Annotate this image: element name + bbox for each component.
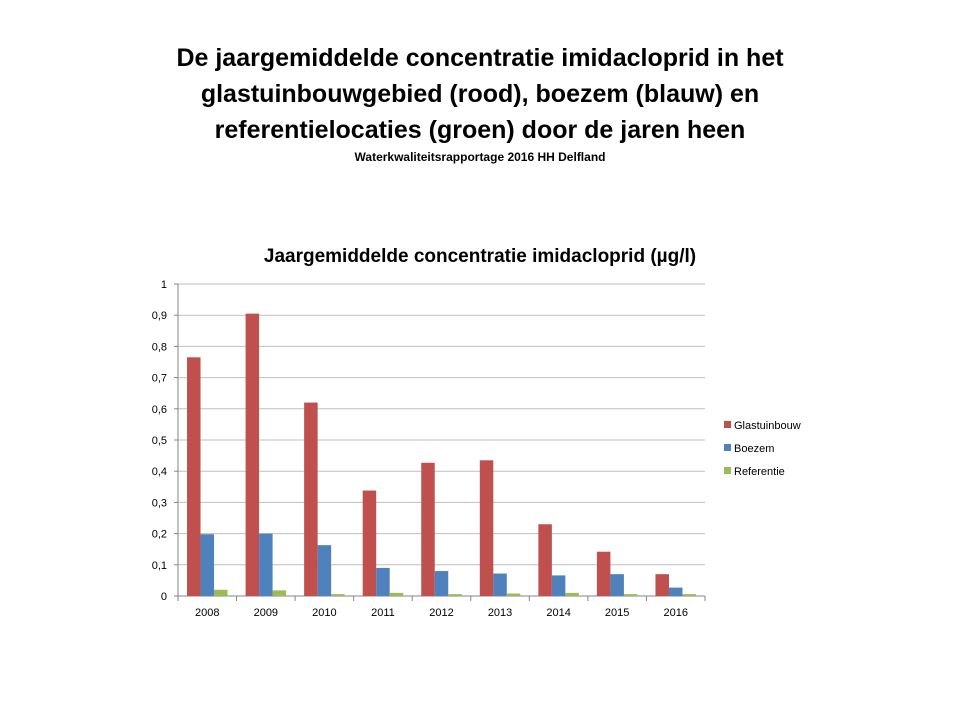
bar-referentie-2012 [448,594,462,596]
bar-glastuinbouw-2015 [597,552,611,596]
slide-title-line-2: glastuinbouwgebied (rood), boezem (blauw) en [200,80,760,108]
slide-source: Waterkwaliteitsrapportage 2016 HH Delfland [354,150,606,164]
bar-boezem-2015 [610,574,624,596]
bars [187,314,696,596]
y-tick-label: 0,5 [151,435,167,447]
legend-swatch-referentie [724,467,731,474]
bar-referentie-2010 [331,594,345,596]
y-tick-label: 1 [160,279,167,291]
y-tick-label: 0,3 [151,497,167,510]
y-tick-label: 0,6 [151,403,167,416]
x-tick-label: 2014 [546,607,571,619]
bar-glastuinbouw-2008 [187,357,201,596]
bar-boezem-2012 [435,571,449,596]
y-tick-label: 0 [160,591,167,603]
bar-boezem-2013 [493,574,507,596]
y-tick-label: 0,4 [151,466,167,479]
bar-referentie-2016 [682,594,696,596]
y-tick-label: 0,7 [151,372,167,385]
bar-glastuinbouw-2011 [363,491,377,596]
bar-boezem-2008 [201,534,215,596]
bar-boezem-2010 [318,545,332,596]
legend-label-referentie: Referentie [734,466,785,478]
bar-referentie-2014 [565,593,579,596]
y-tick-labels [152,279,167,603]
bar-glastuinbouw-2014 [538,524,552,596]
bar-glastuinbouw-2009 [246,314,259,596]
x-tick-label: 2013 [487,607,513,619]
legend [724,420,801,478]
bar-glastuinbouw-2013 [480,460,494,596]
bar-glastuinbouw-2010 [304,403,318,596]
slide-title-line-3: referentielocaties (groen) door de jaren heen [214,116,746,144]
x-tick-labels [195,607,688,619]
slide-title-line-1: De jaargemiddelde concentratie imidacloprid in het [176,44,784,72]
x-tick-label: 2008 [195,607,220,619]
bar-referentie-2008 [214,590,228,596]
bar-referentie-2009 [273,590,287,596]
bar-referentie-2011 [390,593,404,596]
bar-boezem-2009 [259,534,273,596]
bar-glastuinbouw-2016 [655,574,669,596]
bar-referentie-2015 [624,594,638,596]
x-tick-label: 2010 [312,607,337,619]
chart-title: Jaargemiddelde concentratie imidacloprid (µg/l) [263,246,697,267]
y-tick-label: 0,8 [151,341,167,354]
y-tick-label: 0,9 [151,310,167,323]
x-tick-label: 2011 [371,607,395,619]
bar-glastuinbouw-2012 [421,463,435,596]
legend-swatch-boezem [724,444,731,451]
y-tick-label: 0,2 [151,528,167,541]
bar-boezem-2016 [669,588,683,596]
legend-label-boezem: Boezem [734,443,775,455]
x-tick-label: 2009 [253,607,279,619]
bar-referentie-2013 [507,594,521,596]
bar-boezem-2014 [552,575,566,596]
x-tick-label: 2015 [604,607,630,619]
legend-swatch-glastuinbouw [724,421,731,428]
bar-boezem-2011 [376,568,390,596]
x-tick-label: 2012 [429,607,454,619]
y-tick-label: 0,1 [151,559,167,572]
legend-label-glastuinbouw: Glastuinbouw [734,420,801,432]
x-tick-label: 2016 [663,607,688,619]
